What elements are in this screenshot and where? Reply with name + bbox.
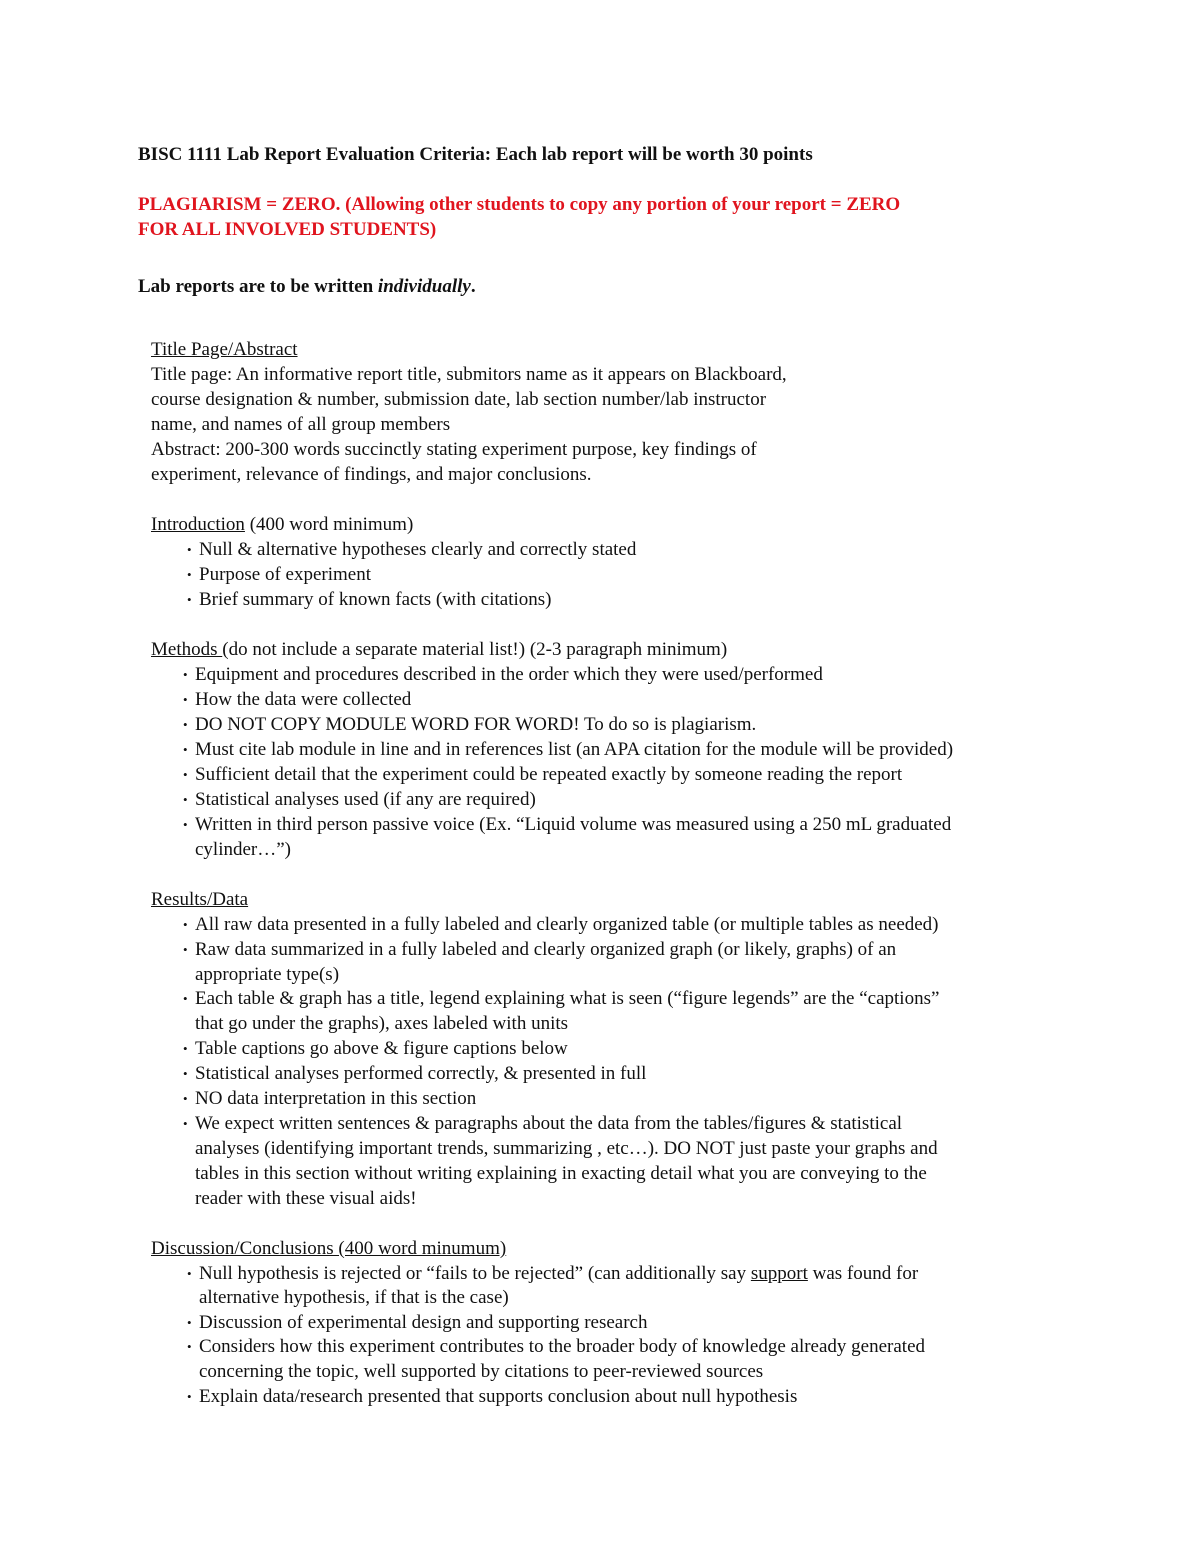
discussion-bullet: Considers how this experiment contributes to the broader body of knowledge already generated bbox=[199, 1336, 926, 1357]
methods-bullet: DO NOT COPY MODULE WORD FOR WORD! To do so is plagiarism. bbox=[195, 714, 757, 735]
results-bullet: Statistical analyses performed correctly, & presented in full bbox=[195, 1063, 647, 1084]
intro-heading-label: Introduction bbox=[151, 514, 245, 535]
plagiarism-warning-line-2: FOR ALL INVOLVED STUDENTS) bbox=[138, 219, 437, 240]
bullet-icon: • bbox=[187, 542, 192, 557]
bullet-icon: • bbox=[183, 1041, 188, 1056]
intro-bullet: Purpose of experiment bbox=[199, 564, 372, 585]
results-bullet: All raw data presented in a fully labeled and clearly organized table (or multiple tables as needed) bbox=[195, 914, 939, 935]
title-section-line: name, and names of all group members bbox=[151, 414, 451, 435]
title-section-line: Title page: An informative report title, submitors name as it appears on Blackboard, bbox=[151, 364, 787, 385]
methods-bullet: Statistical analyses used (if any are required) bbox=[195, 789, 536, 810]
discussion-bullet-text: was found for bbox=[807, 1263, 919, 1284]
results-bullet: Raw data summarized in a fully labeled and clearly organized graph (or likely, graphs) of an bbox=[195, 939, 897, 960]
bullet-icon: • bbox=[183, 942, 188, 957]
results-heading: Results/Data bbox=[151, 889, 249, 910]
intro-heading-note: (400 word minimum) bbox=[244, 514, 414, 535]
bullet-icon: • bbox=[183, 1091, 188, 1106]
bullet-icon: • bbox=[183, 767, 188, 782]
discussion-bullet bbox=[199, 1261, 918, 1286]
methods-heading-label: Methods bbox=[151, 639, 223, 660]
bullet-icon: • bbox=[187, 592, 192, 607]
bullet-icon: • bbox=[183, 917, 188, 932]
bullet-icon: • bbox=[183, 692, 188, 707]
individual-notice bbox=[138, 274, 476, 299]
bullet-icon: • bbox=[187, 1266, 192, 1281]
document-title: BISC 1111 Lab Report Evaluation Criteria: Each lab report will be worth 30 points bbox=[138, 144, 813, 165]
methods-heading bbox=[151, 637, 727, 662]
bullet-icon: • bbox=[183, 717, 188, 732]
intro-bullet: Brief summary of known facts (with citations) bbox=[199, 589, 552, 610]
bullet-icon: • bbox=[183, 991, 188, 1006]
results-bullet-continuation: analyses (identifying important trends, summarizing , etc…). DO NOT just paste your graphs and bbox=[195, 1138, 938, 1159]
individual-notice-prefix: Lab reports are to be written bbox=[138, 276, 378, 297]
title-section-line: experiment, relevance of findings, and major conclusions. bbox=[151, 464, 592, 485]
bullet-icon: • bbox=[183, 1066, 188, 1081]
results-bullet-continuation: that go under the graphs), axes labeled with units bbox=[195, 1013, 569, 1034]
results-bullet-continuation: appropriate type(s) bbox=[195, 964, 340, 985]
results-bullet: Each table & graph has a title, legend explaining what is seen (“figure legends” are the “captions” bbox=[195, 988, 940, 1009]
bullet-icon: • bbox=[183, 1116, 188, 1131]
bullet-icon: • bbox=[183, 742, 188, 757]
bullet-icon: • bbox=[187, 1339, 192, 1354]
discussion-bullet-text: Null hypothesis is rejected or “fails to be rejected” (can additionally say bbox=[199, 1263, 751, 1284]
results-bullet: We expect written sentences & paragraphs about the data from the tables/figures & statistical bbox=[195, 1113, 903, 1134]
bullet-icon: • bbox=[183, 667, 188, 682]
results-bullet: NO data interpretation in this section bbox=[195, 1088, 477, 1109]
intro-bullet: Null & alternative hypotheses clearly and correctly stated bbox=[199, 539, 637, 560]
intro-heading bbox=[151, 512, 413, 537]
results-bullet: Table captions go above & figure captions below bbox=[195, 1038, 568, 1059]
bullet-icon: • bbox=[187, 1389, 192, 1404]
methods-bullet: Sufficient detail that the experiment could be repeated exactly by someone reading the report bbox=[195, 764, 903, 785]
support-word: support bbox=[750, 1263, 808, 1284]
title-section-line: course designation & number, submission date, lab section number/lab instructor bbox=[151, 389, 767, 410]
methods-bullet: Must cite lab module in line and in references list (an APA citation for the module will be provided) bbox=[195, 739, 954, 760]
individual-notice-emphasis: individually bbox=[377, 276, 471, 297]
methods-bullet-continuation: cylinder…”) bbox=[195, 839, 292, 860]
individual-notice-suffix: . bbox=[470, 276, 476, 297]
title-section-heading: Title Page/Abstract bbox=[151, 339, 298, 360]
discussion-bullet-continuation: concerning the topic, well supported by citations to peer-reviewed sources bbox=[199, 1361, 764, 1382]
methods-bullet: Written in third person passive voice (Ex. “Liquid volume was measured using a 250 mL graduated bbox=[195, 814, 952, 835]
bullet-icon: • bbox=[187, 1315, 192, 1330]
discussion-bullet: Discussion of experimental design and supporting research bbox=[199, 1312, 648, 1333]
discussion-bullet-continuation: alternative hypothesis, if that is the case) bbox=[199, 1287, 509, 1308]
bullet-icon: • bbox=[183, 792, 188, 807]
discussion-bullet: Explain data/research presented that supports conclusion about null hypothesis bbox=[199, 1386, 798, 1407]
discussion-heading: Discussion/Conclusions (400 word minumum) bbox=[151, 1238, 507, 1259]
results-bullet-continuation: tables in this section without writing explaining in exacting detail what you are conveying to the bbox=[195, 1163, 927, 1184]
results-bullet-continuation: reader with these visual aids! bbox=[195, 1188, 417, 1209]
methods-heading-note: (do not include a separate material list!) (2-3 paragraph minimum) bbox=[222, 639, 728, 660]
methods-bullet: Equipment and procedures described in the order which they were used/performed bbox=[195, 664, 823, 685]
plagiarism-warning-line-1: PLAGIARISM = ZERO. (Allowing other students to copy any portion of your report = ZERO bbox=[138, 194, 901, 215]
bullet-icon: • bbox=[187, 567, 192, 582]
bullet-icon: • bbox=[183, 817, 188, 832]
title-section-line: Abstract: 200-300 words succinctly stating experiment purpose, key findings of bbox=[151, 439, 757, 460]
methods-bullet: How the data were collected bbox=[195, 689, 412, 710]
